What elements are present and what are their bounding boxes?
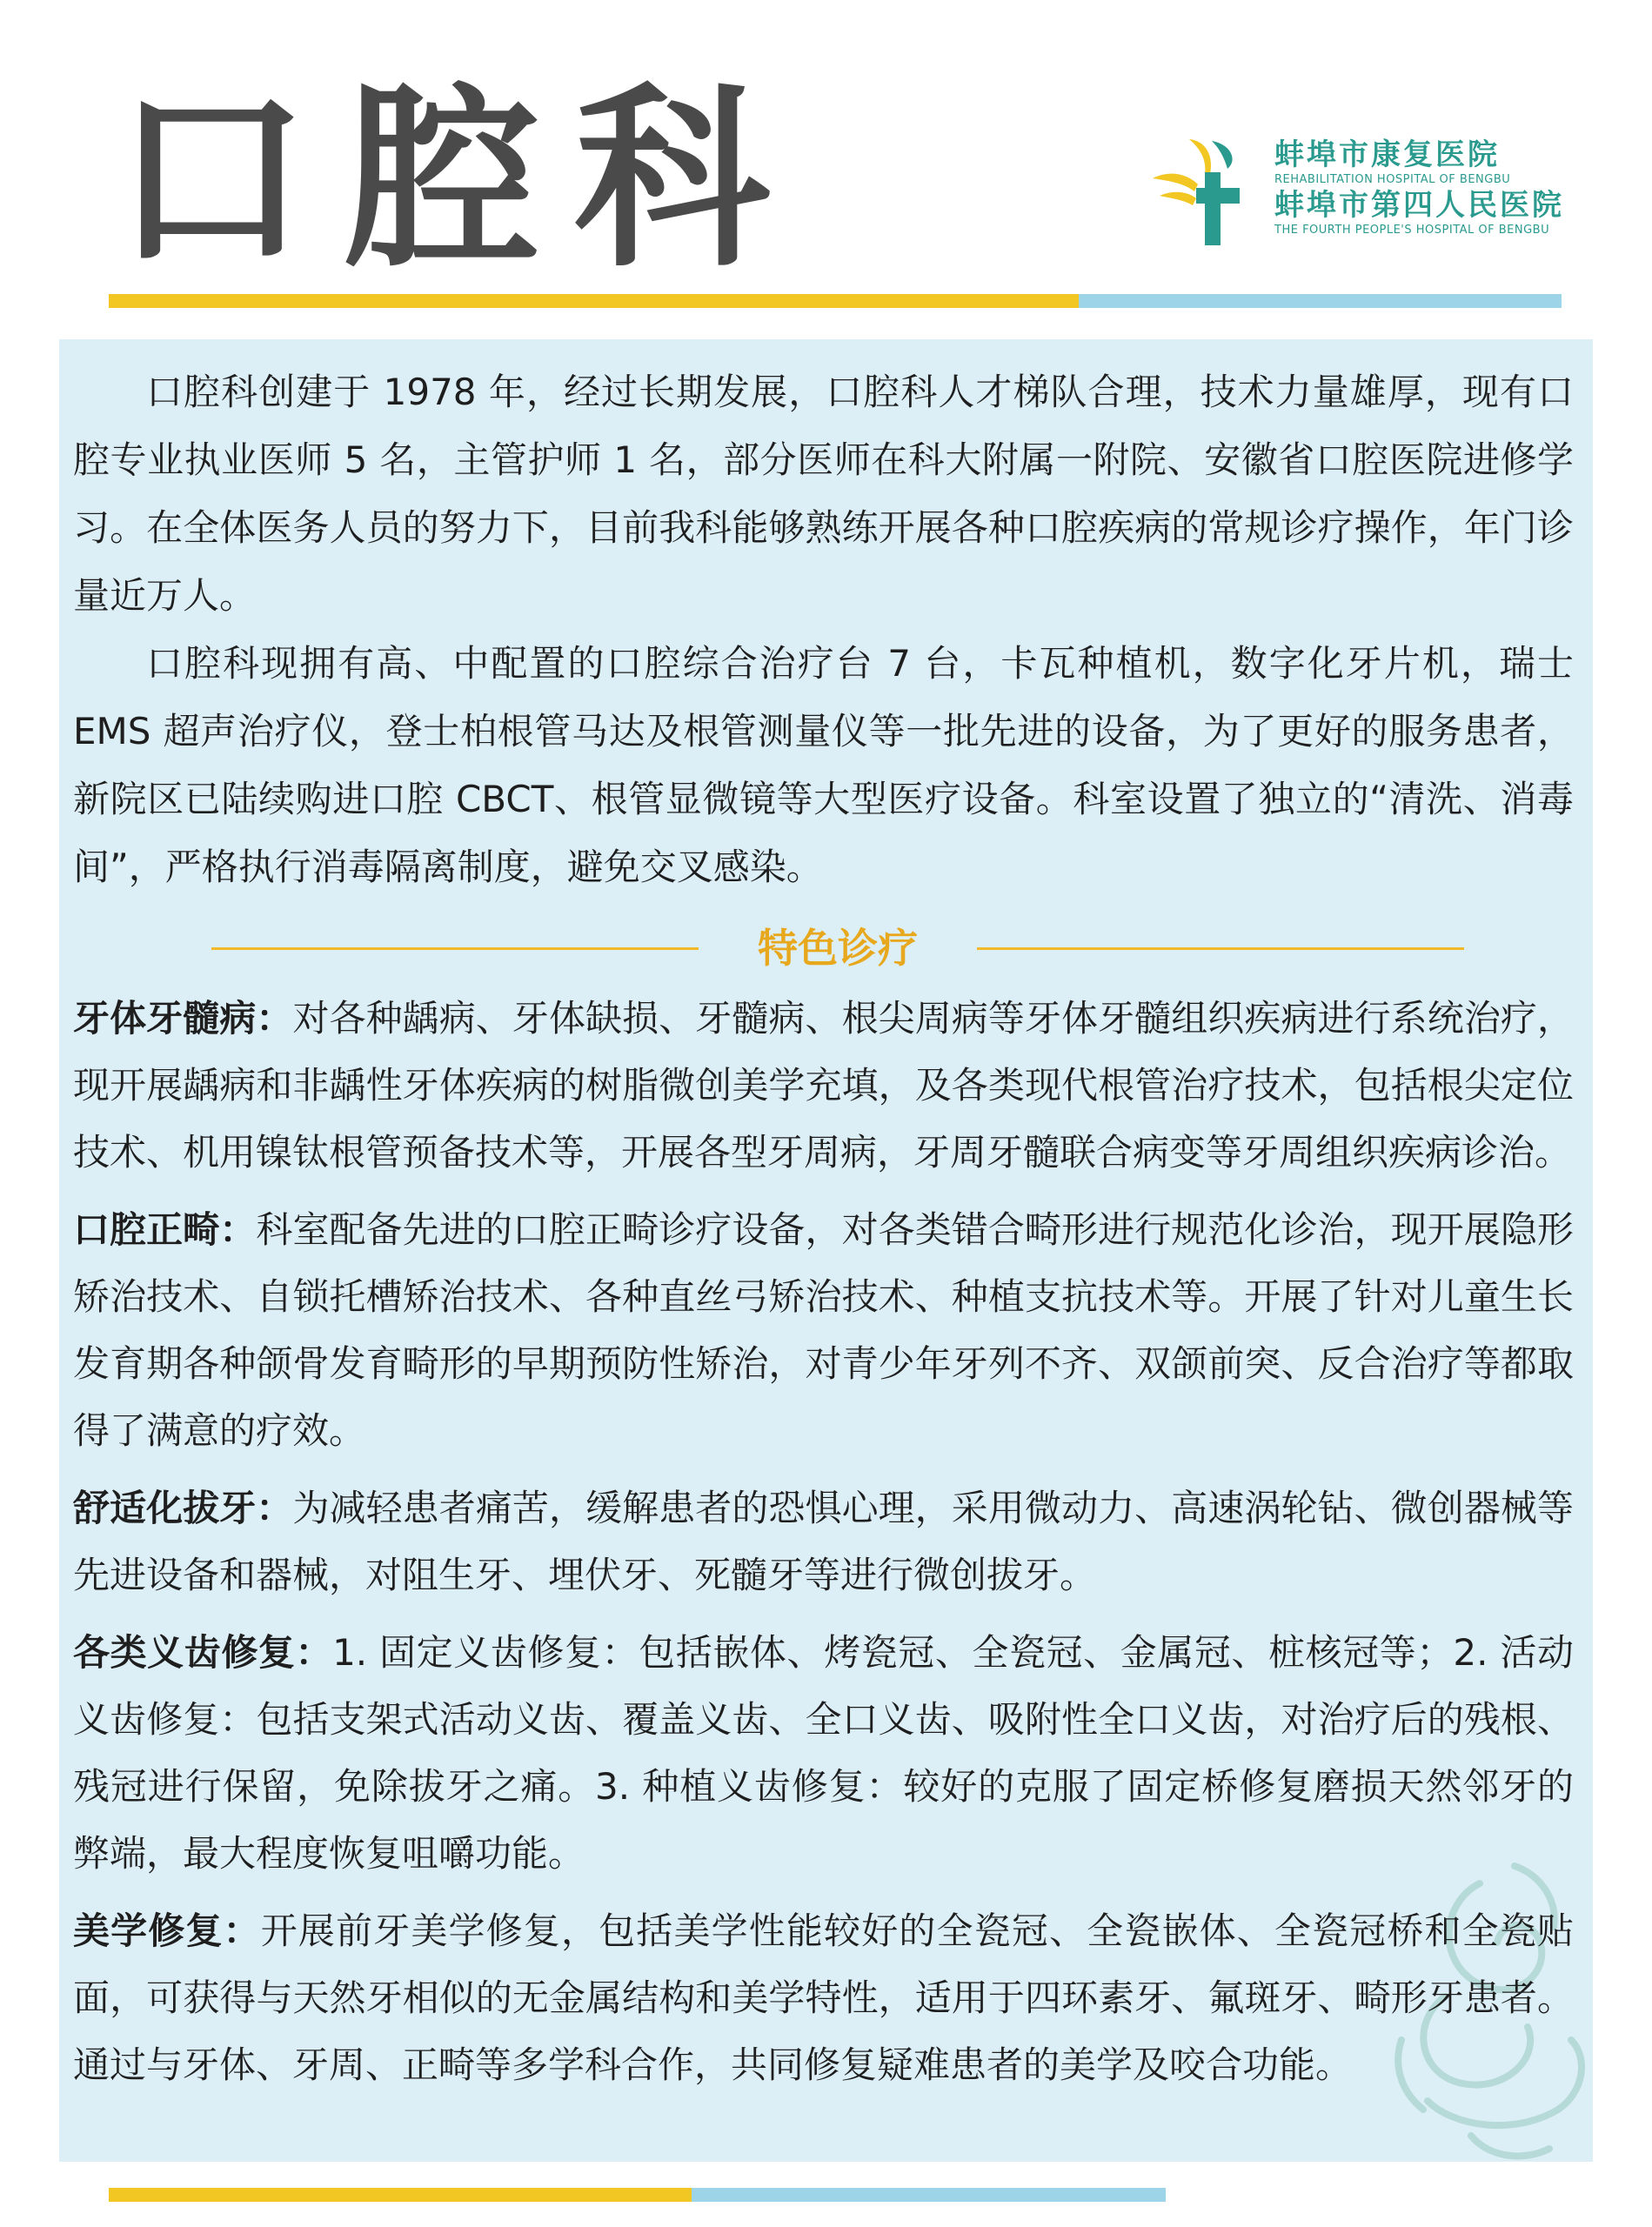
feature-name: 美学修复：: [73, 1909, 261, 1952]
bottom-divider-bar: [109, 2188, 1166, 2202]
feature-name: 牙体牙髓病：: [73, 997, 293, 1040]
feature-name: 各类义齿修复：: [73, 1631, 333, 1674]
feature-name: 口腔正畸：: [73, 1208, 257, 1251]
intro-paragraph: 口腔科创建于 1978 年，经过长期发展，口腔科人才梯队合理，技术力量雄厚，现有口腔专业执业医师 5 名，主管护师 1 名，部分医师在科大附属一附院、安徽省口腔医院进修学习。在全体医务人员的努力下，目前我科能够熟练开展各种口腔疾病的常规诊疗操作，年门诊量近万人。: [73, 371, 1574, 617]
section-title: 特色诊疗: [758, 925, 918, 972]
feature-item: [73, 985, 1574, 1186]
feature-list: [73, 985, 1574, 2109]
hospital-name-en-2: THE FOURTH PEOPLE'S HOSPITAL OF BENGBU: [1274, 224, 1550, 237]
intro-paragraph: 口腔科现拥有高、中配置的口腔综合治疗台 7 台，卡瓦种植机，数字化牙片机，瑞士 EMS 超声治疗仪，登士柏根管马达及根管测量仪等一批先进的设备，为了更好的服务患者，新院区已陆续购进口腔 CBCT、根管显微镜等大型医疗设备。科室设置了独立的“清洗、消毒间”，严格执行消毒隔离制度，避免交叉感染。: [73, 642, 1574, 888]
feature-name: 舒适化拔牙：: [73, 1487, 293, 1529]
hospital-name-cn-1: 蚌埠市康复医院: [1274, 137, 1500, 172]
feature-text: 开展前牙美学修复，包括美学性能较好的全瓷冠、全瓷嵌体、全瓷冠桥和全瓷贴面，可获得与天然牙相似的无金属结构和美学特性，适用于四环素牙、氟斑牙、畸形牙患者。通过与牙体、牙周、正畸等多学科合作，共同修复疑难患者的美学及咬合功能。: [73, 1909, 1574, 2086]
hospital-name-cn-2: 蚌埠市第四人民医院: [1274, 188, 1564, 223]
feature-text: 为减轻患者痛苦，缓解患者的恐惧心理，采用微动力、高速涡轮钻、微创器械等先进设备和器械，对阻生牙、埋伏牙、死髓牙等进行微创拔牙。: [73, 1487, 1574, 1596]
content-panel: [59, 339, 1593, 2162]
intro-section: [73, 358, 1574, 901]
feature-item: [73, 1196, 1574, 1464]
feature-item: [73, 1475, 1574, 1608]
feature-text: 对各种龋病、牙体缺损、牙髓病、根尖周病等牙体牙髓组织疾病进行系统治疗，现开展龋病和非龋性牙体疾病的树脂微创美学充填，及各类现代根管治疗技术，包括根尖定位技术、机用镍钛根管预备技术等，开展各型牙周病，牙周牙髓联合病变等牙周组织疾病诊治。: [73, 997, 1574, 1174]
hospital-emblem-icon: [1144, 130, 1266, 252]
page-title: 口腔科: [113, 66, 805, 294]
feature-text: 1. 固定义齿修复：包括嵌体、烤瓷冠、全瓷冠、金属冠、桩核冠等；2. 活动义齿修复：包括支架式活动义齿、覆盖义齿、全口义齿、吸附性全口义齿，对治疗后的残根、残冠进行保留，免除拔牙之痛。3. 种植义齿修复：较好的克服了固定桥修复磨损天然邻牙的弊端，最大程度恢复咀嚼功能。: [73, 1631, 1574, 1875]
feature-text: 科室配备先进的口腔正畸诊疗设备，对各类错合畸形进行规范化诊治，现开展隐形矫治技术、自锁托槽矫治技术、各种直丝弓矫治技术、种植支抗技术等。开展了针对儿童生长发育期各种颌骨发育畸形的早期预防性矫治，对青少年牙列不齐、双颌前突、反合治疗等都取得了满意的疗效。: [73, 1208, 1574, 1452]
feature-item: [73, 1619, 1574, 1887]
hospital-logo: [1144, 130, 1579, 252]
top-divider-bar: [109, 294, 1562, 308]
feature-item: [73, 1897, 1574, 2098]
section-header: [211, 918, 1464, 979]
hospital-name-en-1: REHABILITATION HOSPITAL OF BENGBU: [1274, 173, 1511, 186]
